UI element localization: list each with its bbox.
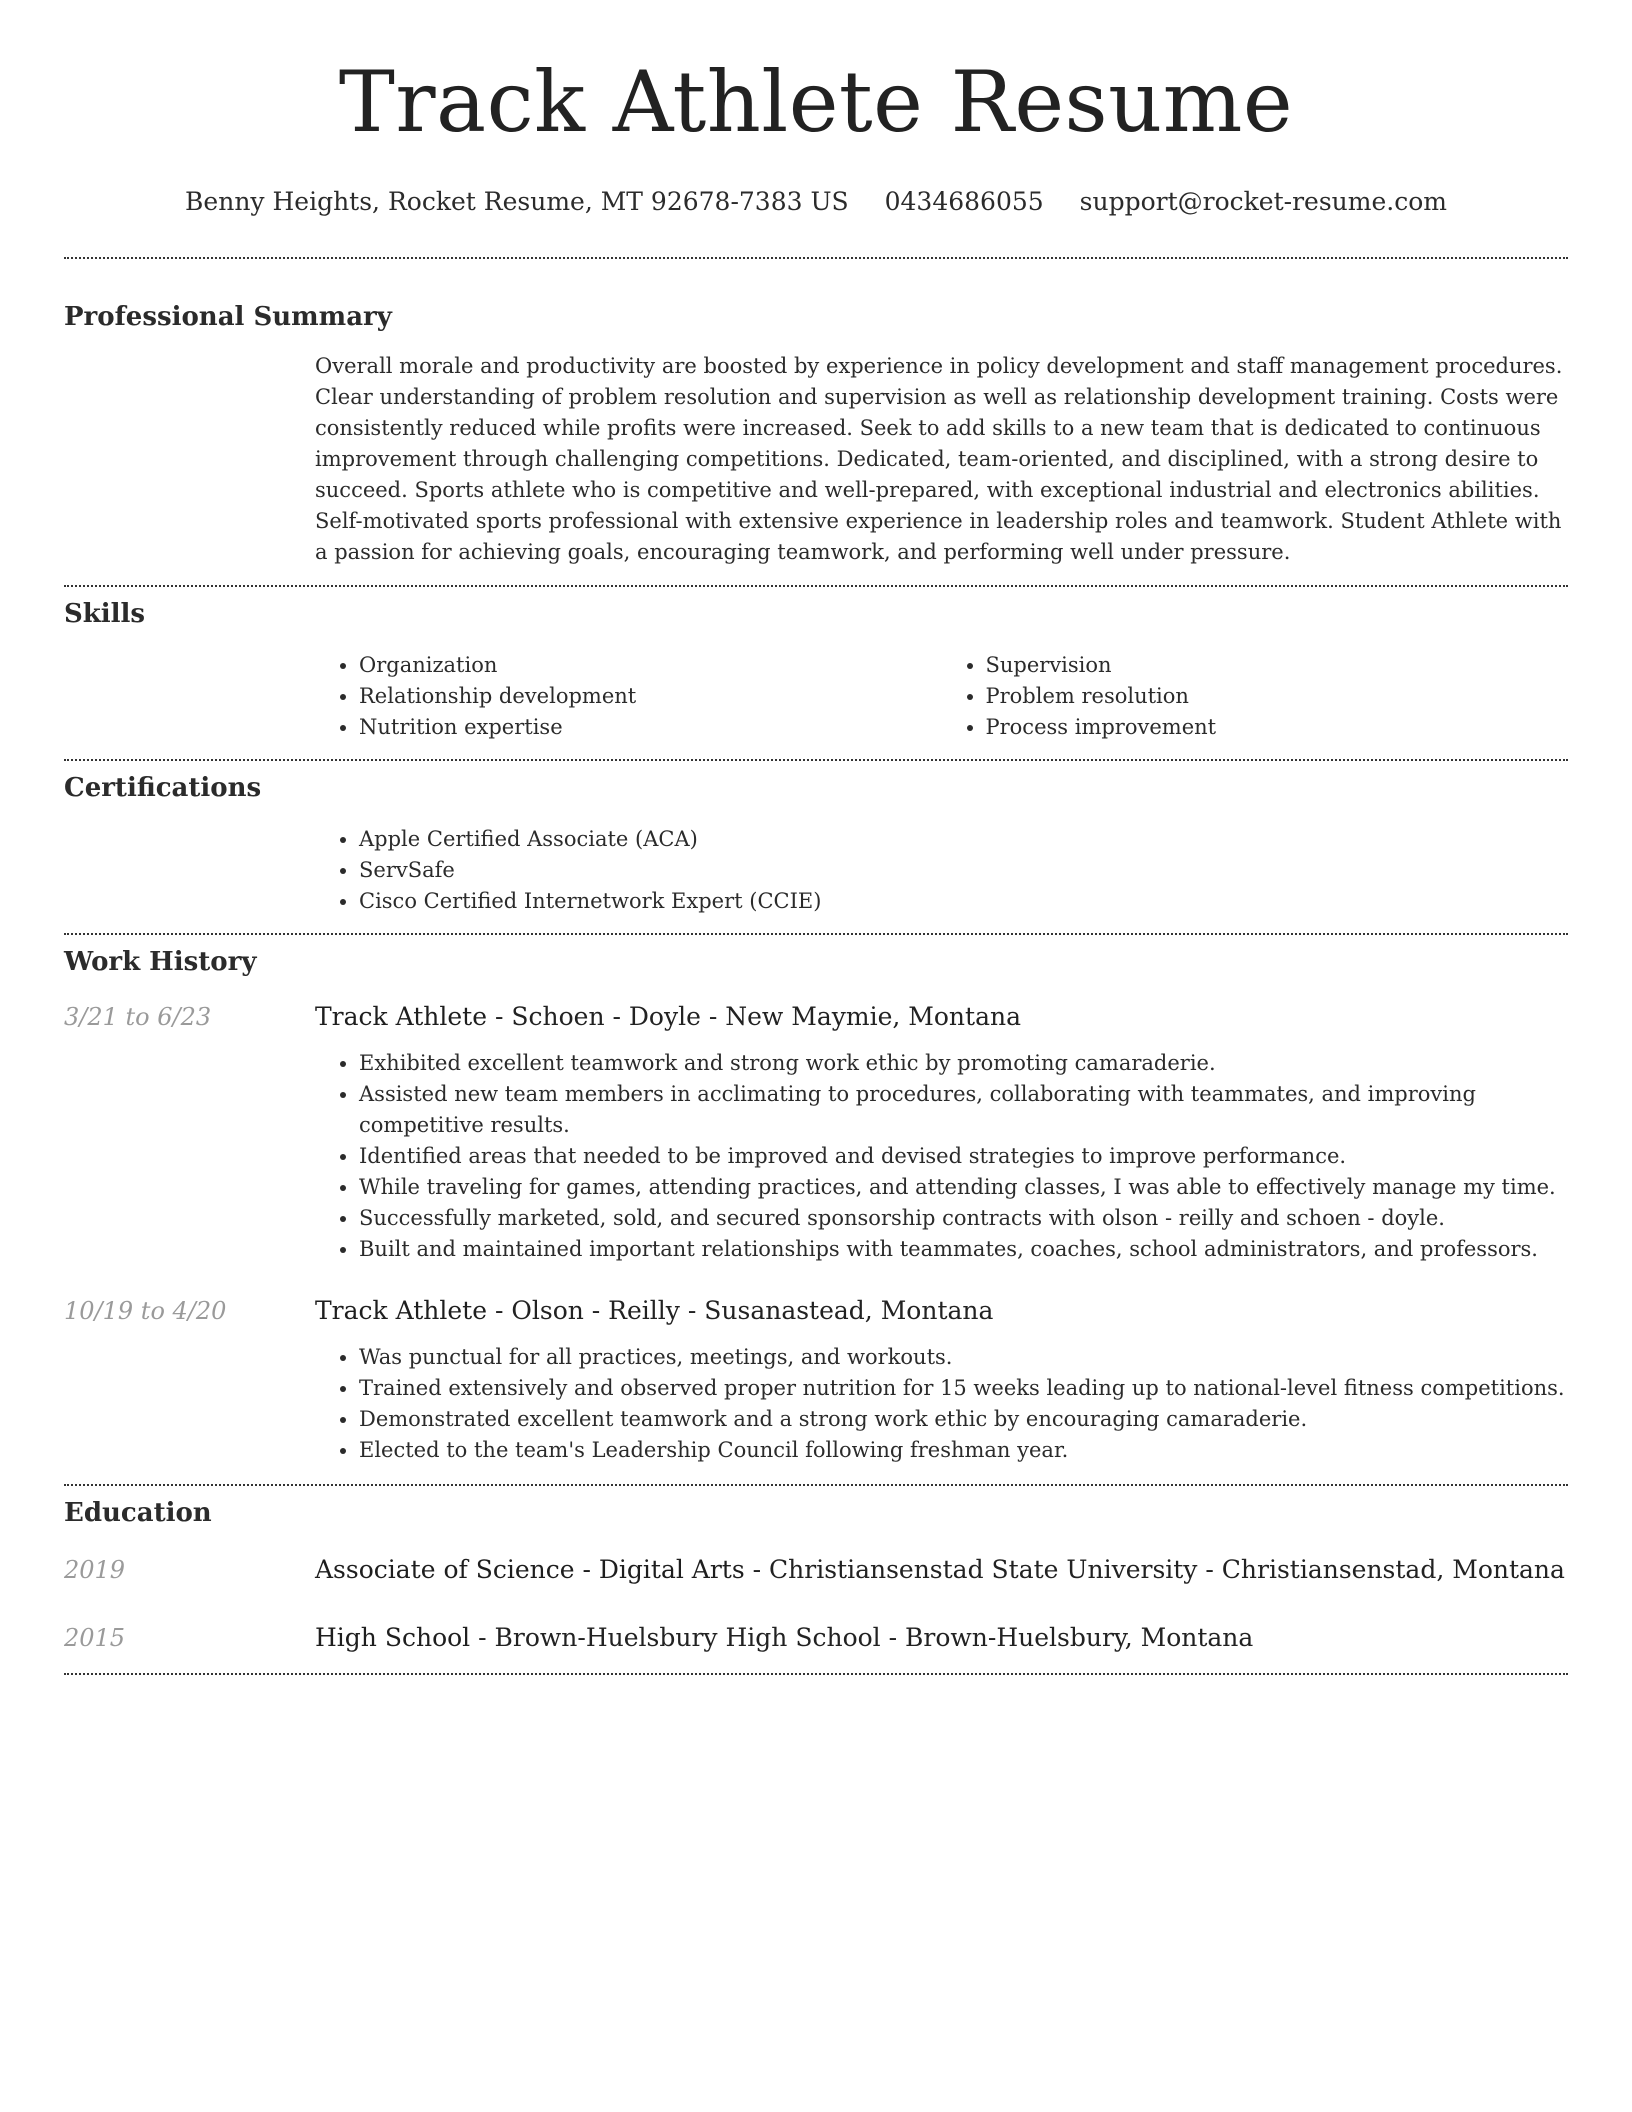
education-heading: Education	[64, 1498, 212, 1528]
contact-line	[64, 184, 1568, 220]
education-entry	[64, 1621, 1568, 1655]
job-bullet: • Successfully marketed, sold, and secured sponsorship contracts with olson - reilly and schoen - doyle.	[359, 1203, 1568, 1234]
skills-column-left	[315, 650, 942, 743]
divider	[64, 759, 1568, 761]
certification-item: • Apple Certified Associate (ACA)	[359, 824, 1568, 855]
resume-title: Track Athlete Resume	[338, 53, 1294, 151]
job-bullet: • Trained extensively and observed proper nutrition for 15 weeks leading up to national-level fitness competitions.	[359, 1373, 1568, 1404]
work-section	[64, 944, 1568, 1466]
education-year: 2015	[64, 1624, 126, 1652]
certification-item: • Cisco Certified Internetwork Expert (CCIE)	[359, 886, 1568, 917]
job-bullet: • Elected to the team's Leadership Council following freshman year.	[359, 1435, 1568, 1466]
job-bullets	[315, 1048, 1568, 1265]
job-bullets	[315, 1342, 1568, 1466]
divider	[64, 1673, 1568, 1675]
job-bullet: • Assisted new team members in acclimating to procedures, collaborating with teammates, and improving competitive results.	[359, 1079, 1568, 1141]
divider	[64, 257, 1568, 259]
education-details: - Brown-Huelsbury High School - Brown-Huelsbury, Montana	[470, 1623, 1254, 1652]
job-title: Track Athlete	[315, 1002, 488, 1031]
job-details: - Olson - Reilly - Susanastead, Montana	[487, 1296, 994, 1325]
job-header	[64, 1294, 1568, 1328]
education-section	[64, 1495, 1568, 1655]
contact-address: Benny Heights, Rocket Resume, MT 92678-7383 US	[185, 187, 849, 216]
contact-phone: 0434686055	[884, 187, 1044, 216]
job-dates: 3/21 to 6/23	[64, 1003, 212, 1031]
skill-item: • Nutrition expertise	[359, 712, 942, 743]
job-bullets-wrap	[315, 1342, 1568, 1466]
job-entry	[64, 1294, 1568, 1466]
skills-section	[64, 596, 1568, 743]
education-degree: Associate of Science - Digital Arts	[315, 1555, 745, 1584]
divider	[64, 1484, 1568, 1486]
certifications-content	[315, 824, 1568, 917]
divider	[64, 585, 1568, 587]
resume-page	[64, 0, 1568, 1675]
skill-item: • Organization	[359, 650, 942, 681]
skills-heading: Skills	[64, 599, 146, 629]
divider	[64, 933, 1568, 935]
certifications-section	[64, 770, 1568, 917]
job-header	[64, 1000, 1568, 1034]
education-details: - Christiansenstad State University - Christiansenstad, Montana	[744, 1555, 1565, 1584]
certifications-heading: Certifications	[64, 773, 262, 803]
work-heading: Work History	[64, 947, 257, 977]
summary-heading: Professional Summary	[64, 302, 392, 332]
job-bullet: • Built and maintained important relationships with teammates, coaches, school administrators, and professors.	[359, 1234, 1568, 1265]
job-details: - Schoen - Doyle - New Maymie, Montana	[487, 1002, 1021, 1031]
education-degree: High School	[315, 1623, 471, 1652]
skills-column-right	[942, 650, 1569, 743]
summary-text: Overall morale and productivity are boosted by experience in policy development and staff management procedures. Clear understanding of problem resolution and supervision as well as relationship development training. Costs were consistently reduced while profits were increased. Seek to add skills to a new team that is dedicated to continuous improvement through challenging competitions. Dedicated, team-oriented, and disciplined, with a strong desire to succeed. Sports athlete who is competitive and well-prepared, with exceptional industrial and electronics abilities. Self-motivated sports professional with extensive experience in leadership roles and teamwork. Student Athlete with a passion for achieving goals, encouraging teamwork, and performing well under pressure.	[315, 354, 1563, 564]
job-bullet: • Identified areas that needed to be improved and devised strategies to improve performance.	[359, 1141, 1568, 1172]
job-dates: 10/19 to 4/20	[64, 1297, 227, 1325]
skill-item: • Process improvement	[986, 712, 1569, 743]
certifications-list	[315, 824, 1568, 917]
education-line	[315, 1553, 1565, 1587]
contact-email: support@rocket-resume.com	[1079, 187, 1447, 216]
job-bullets-wrap	[315, 1048, 1568, 1265]
certification-item: • ServSafe	[359, 855, 1568, 886]
job-bullet: • Demonstrated excellent teamwork and a strong work ethic by encouraging camaraderie.	[359, 1404, 1568, 1435]
skill-item: • Relationship development	[359, 681, 942, 712]
summary-content	[315, 351, 1568, 568]
skills-list	[315, 650, 1568, 743]
skill-item: • Supervision	[986, 650, 1569, 681]
education-entry	[64, 1553, 1568, 1587]
job-title: Track Athlete	[315, 1296, 488, 1325]
skill-item: • Problem resolution	[986, 681, 1569, 712]
job-bullet: • While traveling for games, attending practices, and attending classes, I was able to effectively manage my time.	[359, 1172, 1568, 1203]
education-year: 2019	[64, 1556, 126, 1584]
job-title-line	[315, 1294, 993, 1328]
job-entry	[64, 1000, 1568, 1265]
summary-section	[64, 299, 1568, 568]
job-bullet: • Was punctual for all practices, meetings, and workouts.	[359, 1342, 1568, 1373]
education-line	[315, 1621, 1253, 1655]
job-title-line	[315, 1000, 1021, 1034]
job-bullet: • Exhibited excellent teamwork and strong work ethic by promoting camaraderie.	[359, 1048, 1568, 1079]
